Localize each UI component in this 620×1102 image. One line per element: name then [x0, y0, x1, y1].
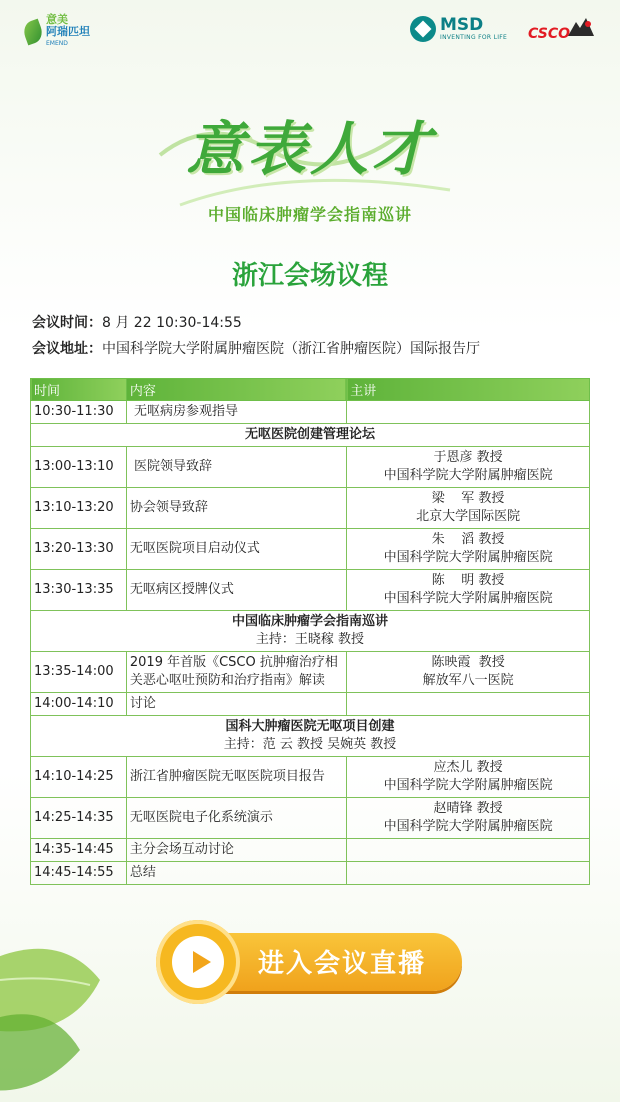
table-row	[31, 401, 590, 424]
agenda-table	[30, 378, 590, 885]
table-header-row	[31, 379, 590, 401]
time-cell: 13:20-13:30	[31, 529, 127, 570]
header-speaker: 主讲	[347, 379, 590, 401]
time-cell: 13:00-13:10	[31, 447, 127, 488]
time-cell: 14:00-14:10	[31, 693, 127, 716]
speaker-name: 于恩彦 教授	[433, 450, 503, 465]
content-cell: 协会领导致辞	[126, 488, 346, 529]
header	[0, 0, 620, 60]
play-icon-bg	[172, 936, 224, 988]
play-button[interactable]	[156, 920, 240, 1004]
page-title: 浙江会场议程	[231, 261, 388, 291]
speaker-name: 赵晴锋 教授	[433, 801, 503, 816]
time-cell: 13:30-13:35	[31, 570, 127, 611]
time-cell: 13:35-14:00	[31, 652, 127, 693]
table-row	[31, 488, 590, 529]
table-row	[31, 693, 590, 716]
table-row	[31, 447, 590, 488]
speaker-cell	[347, 570, 590, 611]
table-row	[31, 570, 590, 611]
section-cell	[31, 424, 590, 447]
speaker-name: 梁 军 教授	[431, 491, 505, 506]
banner-subtitle: 中国临床肿瘤学会指南巡讲	[207, 205, 412, 224]
speaker-name: 朱 滔 教授	[431, 532, 505, 547]
speaker-hospital: 中国科学院大学附属肿瘤医院	[383, 550, 553, 565]
logo-line1: 意美	[46, 13, 68, 26]
section-cell	[31, 611, 590, 652]
msd-globe-icon	[410, 16, 436, 42]
section-title: 国科大肿瘤医院无呕项目创建	[225, 719, 395, 734]
emend-logo	[24, 14, 90, 50]
msd-tagline: INVENTING FOR LIFE	[440, 34, 508, 41]
speaker-hospital: 北京大学国际医院	[416, 509, 521, 524]
speaker-hospital: 中国科学院大学附属肿瘤医院	[383, 819, 553, 834]
speaker-cell	[347, 529, 590, 570]
time-cell: 14:25-14:35	[31, 798, 127, 839]
speaker-name: 陈 明 教授	[431, 573, 505, 588]
section-title: 中国临床肿瘤学会指南巡讲	[231, 614, 388, 629]
speaker-cell	[347, 798, 590, 839]
header-content: 内容	[126, 379, 346, 401]
meeting-time	[32, 312, 242, 332]
content-cell: 浙江省肿瘤医院无呕医院项目报告	[126, 757, 346, 798]
table-row	[31, 862, 590, 885]
content-cell: 无呕病区授牌仪式	[126, 570, 346, 611]
banner-title: 意表人才	[185, 115, 434, 183]
speaker-cell	[347, 447, 590, 488]
section-host: 主持：范 云 教授 吴婉英 教授	[223, 737, 397, 752]
speaker-hospital: 中国科学院大学附属肿瘤医院	[383, 468, 553, 483]
live-button[interactable]	[156, 920, 462, 1006]
content-cell: 讨论	[126, 693, 346, 716]
meeting-venue-value: 中国科学院大学附属肿瘤医院（浙江省肿瘤医院）国际报告厅	[102, 341, 480, 357]
content-cell: 无呕医院项目启动仪式	[126, 529, 346, 570]
csco-logo: CSCO	[528, 26, 571, 42]
time-cell: 13:10-13:20	[31, 488, 127, 529]
logo-line3: EMEND	[46, 40, 68, 47]
csco-emblem-icon	[566, 16, 596, 40]
content-cell: 2019 年首版《CSCO 抗肿瘤治疗相关恶心呕吐预防和治疗指南》解读	[126, 652, 346, 693]
meeting-venue	[32, 338, 480, 358]
speaker-hospital: 解放军八一医院	[422, 673, 514, 688]
speaker-cell	[347, 401, 590, 424]
time-cell: 14:35-14:45	[31, 839, 127, 862]
section-row	[31, 611, 590, 652]
meeting-time-value: 8 月 22 10:30-14:55	[102, 315, 242, 331]
speaker-cell	[347, 757, 590, 798]
meeting-time-label: 会议时间：	[32, 315, 102, 331]
speaker-cell	[347, 839, 590, 862]
speaker-cell	[347, 862, 590, 885]
section-row	[31, 424, 590, 447]
msd-name: MSD	[440, 15, 484, 35]
section-title: 无呕医院创建管理论坛	[244, 427, 375, 442]
speaker-cell	[347, 652, 590, 693]
section-host: 主持：王晓稼 教授	[255, 632, 365, 647]
time-cell: 14:10-14:25	[31, 757, 127, 798]
speaker-name: 应杰儿 教授	[433, 760, 503, 775]
logo-line2: 阿瑞匹坦	[46, 25, 90, 38]
speaker-cell	[347, 693, 590, 716]
decorative-leaves	[0, 920, 120, 1102]
play-icon	[193, 951, 211, 973]
table-row	[31, 652, 590, 693]
msd-logo	[410, 16, 507, 42]
live-button-label: 进入会议直播	[258, 949, 427, 979]
time-cell: 14:45-14:55	[31, 862, 127, 885]
leaf-icon	[21, 19, 45, 46]
speaker-cell	[347, 488, 590, 529]
section-cell	[31, 716, 590, 757]
content-cell: 医院领导致辞	[126, 447, 346, 488]
table-row	[31, 798, 590, 839]
content-cell: 无呕病房参观指导	[126, 401, 346, 424]
agenda-body	[31, 401, 590, 885]
content-cell: 主分会场互动讨论	[126, 839, 346, 862]
table-row	[31, 839, 590, 862]
time-cell: 10:30-11:30	[31, 401, 127, 424]
header-time: 时间	[31, 379, 127, 401]
table-row	[31, 757, 590, 798]
speaker-hospital: 中国科学院大学附属肿瘤医院	[383, 778, 553, 793]
content-cell: 无呕医院电子化系统演示	[126, 798, 346, 839]
speaker-hospital: 中国科学院大学附属肿瘤医院	[383, 591, 553, 606]
speaker-name: 陈映霞 教授	[431, 655, 505, 670]
table-row	[31, 529, 590, 570]
section-row	[31, 716, 590, 757]
meeting-venue-label: 会议地址：	[32, 341, 102, 357]
content-cell: 总结	[126, 862, 346, 885]
